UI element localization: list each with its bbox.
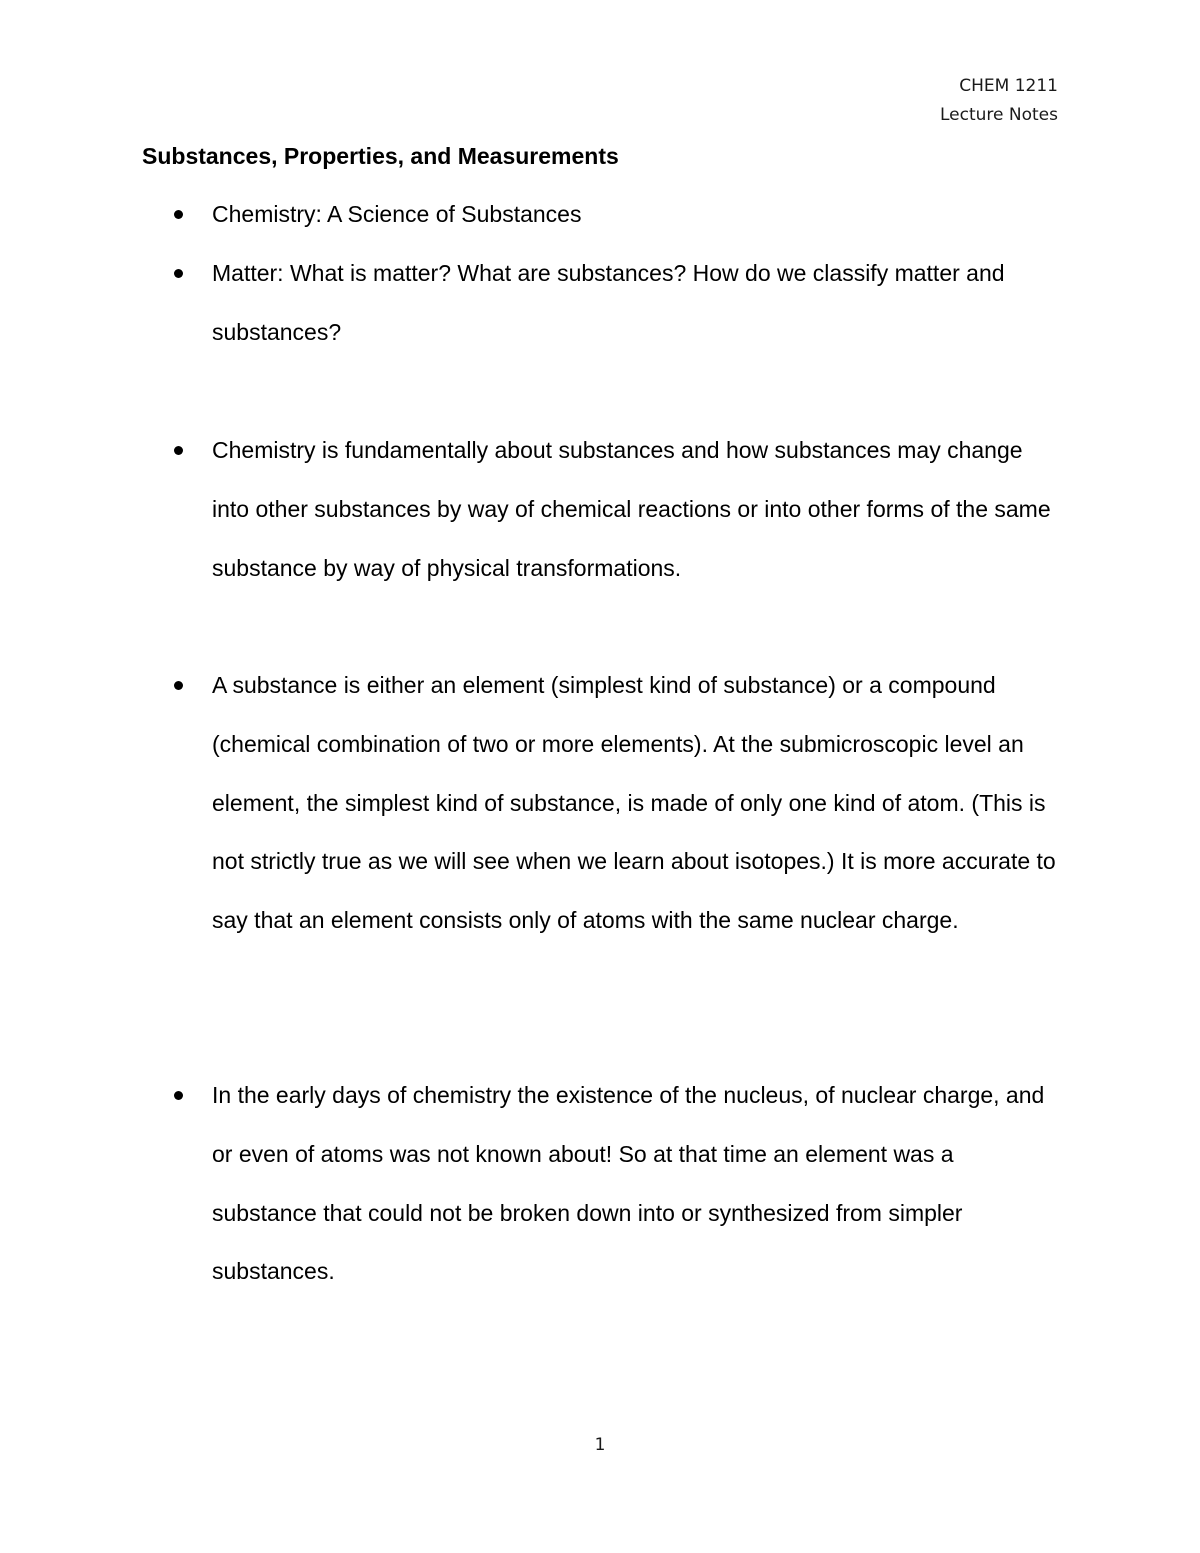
document-title: Substances, Properties, and Measurements [142, 143, 619, 169]
bullet-text: In the early days of chemistry the existence of the nucleus, of nuclear charge, and or even of atoms was not known about! So at that time an element was a substance that could not be broken down into or synthesized from simpler substances. [212, 1082, 1045, 1285]
bullet-marker [174, 269, 183, 278]
bullet-marker [174, 681, 183, 690]
bullet-item [212, 1066, 1062, 1301]
bullet-text: Matter: What is matter? What are substances? How do we classify matter and substances? [212, 260, 1005, 345]
page-number: 1 [594, 1435, 606, 1455]
bullet-marker [174, 210, 183, 219]
bullet-item [212, 421, 1062, 597]
bullet-text: Chemistry is fundamentally about substances and how substances may change into other substances by way of chemical reactions or into other forms of the same substance by way of physical transformations. [212, 437, 1051, 581]
bullet-item [212, 244, 1062, 362]
bullet-item [212, 656, 1062, 950]
bullet-item [212, 185, 1062, 244]
bullet-marker [174, 1091, 183, 1100]
document-type: Lecture Notes [940, 105, 1058, 125]
bullet-marker [174, 446, 183, 455]
page-header [940, 72, 1058, 130]
bullet-text: A substance is either an element (simplest kind of substance) or a compound (chemical combination of two or more elements). At the submicroscopic level an element, the simplest kind of substance, is made of only one kind of atom. (This is not strictly true as we will see when we learn about isotopes.) It is more accurate to say that an element consists only of atoms with the same nuclear charge. [212, 672, 1056, 934]
course-code: CHEM 1211 [959, 76, 1058, 96]
bullet-text: Chemistry: A Science of Substances [212, 201, 582, 227]
